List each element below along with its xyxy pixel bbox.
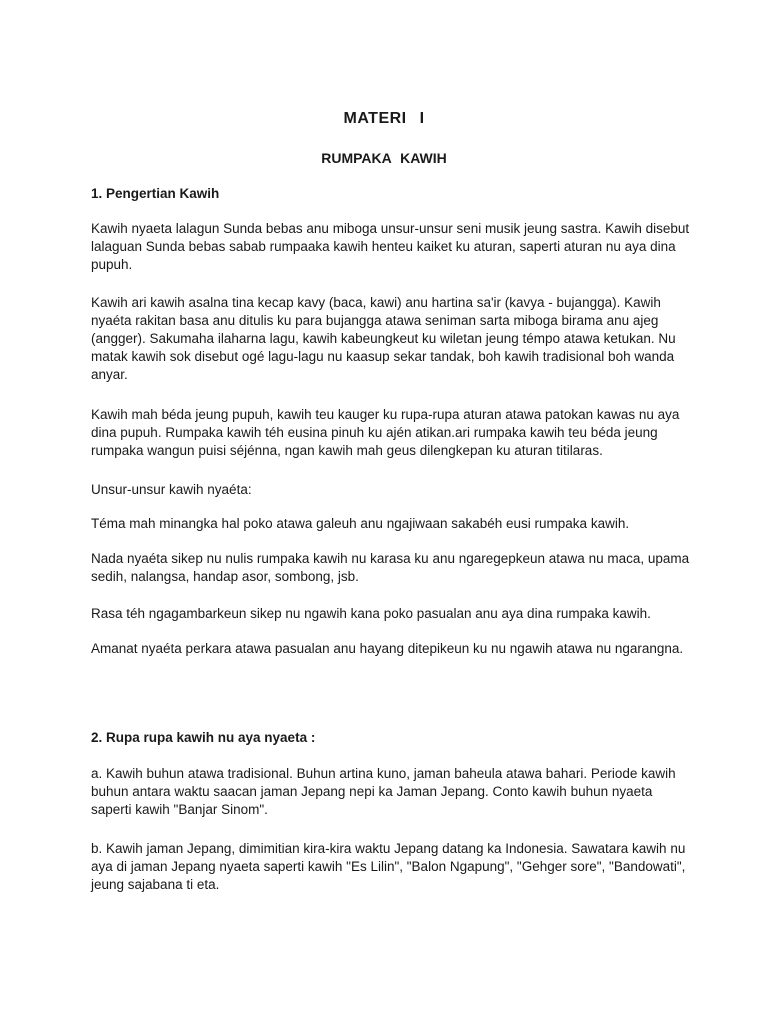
- section-heading-pengertian-kawih: 1. Pengertian Kawih: [91, 186, 220, 201]
- section-heading-rupa-rupa-kawih: 2. Rupa rupa kawih nu aya nyaeta :: [91, 730, 316, 745]
- paragraph: Téma mah minangka hal poko atawa galeuh anu ngajiwaan sakabéh eusi rumpaka kawih.: [91, 516, 630, 531]
- paragraph: b. Kawih jaman Jepang, dimimitian kira-kira waktu Jepang datang ka Indonesia. Sawatara kawih nu aya di jaman Jepang nyaeta saperti kawih "Es Lilin", "Balon Ngapung", "Gehger sore", "Bandowati", jeung sajabana ti eta.: [91, 841, 686, 892]
- paragraph: Kawih mah béda jeung pupuh, kawih teu kauger ku rupa-rupa aturan atawa patokan kawas nu aya dina pupuh. Rumpaka kawih téh eusina pinuh ku ajén atikan.ari rumpaka kawih teu béda jeung rumpaka wangun puisi séjénna, ngan kawih mah geus dilengkepan ku aturan titilaras.: [91, 407, 680, 458]
- document-title: MATERI I: [343, 110, 425, 127]
- paragraph: Nada nyaéta sikep nu nulis rumpaka kawih nu karasa ku anu ngaregepkeun atawa nu maca, upama sedih, nalangsa, handap asor, sombong, jsb.: [91, 551, 690, 584]
- paragraph: Amanat nyaéta perkara atawa pasualan anu hayang ditepikeun ku nu ngawih atawa nu ngarangna.: [91, 641, 684, 656]
- paragraph: Unsur-unsur kawih nyaéta:: [91, 482, 252, 497]
- document-subtitle: RUMPAKA KAWIH: [321, 150, 447, 166]
- paragraph: Rasa téh ngagambarkeun sikep nu ngawih kana poko pasualan anu aya dina rumpaka kawih.: [91, 606, 651, 621]
- paragraph: Kawih ari kawih asalna tina kecap kavy (baca, kawi) anu hartina sa'ir (kavya - bujangga). Kawih nyaéta rakitan basa anu ditulis ku para bujangga atawa seniman sarta miboga birama anu ajeg (angger). Sakumaha ilaharna lagu, kawih kabeungkeut ku wiletan jeung témpo atawa ketukan. Nu matak kawih sok disebut ogé lagu-lagu nu kaasup sekar tandak, boh kawih tradisional boh wanda anyar.: [91, 295, 676, 382]
- paragraph: a. Kawih buhun atawa tradisional. Buhun artina kuno, jaman baheula atawa bahari. Periode kawih buhun antara waktu saacan jaman Jepang nepi ka Jaman Jepang. Conto kawih buhun nyaeta saperti kawih "Banjar Sinom".: [91, 766, 676, 817]
- paragraph: Kawih nyaeta lalagun Sunda bebas anu miboga unsur-unsur seni musik jeung sastra. Kawih disebut lalaguan Sunda bebas sabab rumpaaka kawih henteu kaiket ku aturan, saperti aturan nu aya dina pupuh.: [91, 221, 690, 272]
